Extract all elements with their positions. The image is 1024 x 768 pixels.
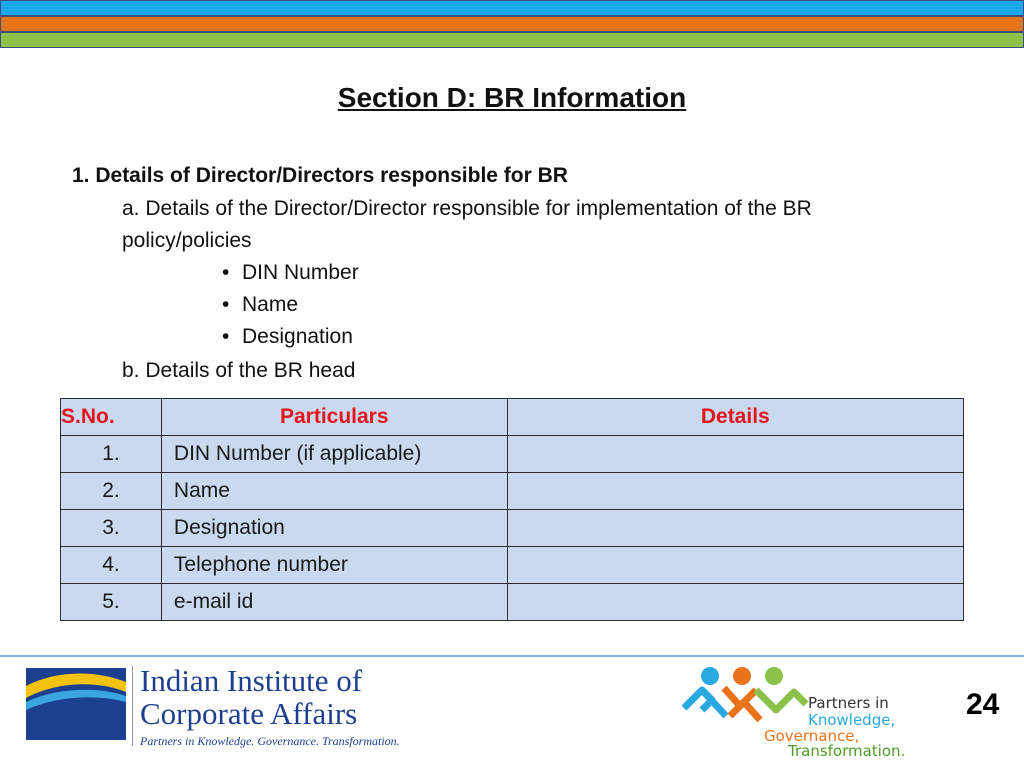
logo-divider — [132, 666, 133, 746]
cell-details — [507, 473, 963, 510]
header-sno: S.No. — [61, 399, 162, 436]
bullet-text: DIN Number — [242, 261, 359, 284]
bullet-text: Designation — [242, 325, 353, 348]
cell-particular: Designation — [161, 510, 507, 547]
partners-line3: Governance, — [764, 727, 860, 745]
bullet-item — [222, 325, 353, 349]
header-stripe-orange — [0, 16, 1024, 32]
cell-sno: 5. — [61, 584, 162, 621]
institute-name — [140, 664, 362, 730]
iica-abbr: IICA — [44, 700, 108, 733]
cell-sno: 3. — [61, 510, 162, 547]
table-header-row — [61, 399, 964, 436]
bullet-item — [222, 293, 298, 317]
bullet-glyph: • — [222, 293, 230, 316]
section-heading: 1. Details of Director/Directors responsible for BR — [72, 164, 568, 187]
footer-divider — [0, 655, 1024, 657]
bullet-glyph: • — [222, 325, 230, 348]
partners-line1: Partners in — [808, 694, 889, 712]
table-row — [61, 436, 964, 473]
institute-name-line1: Indian Institute of — [140, 663, 363, 698]
item-a-line1: a. Details of the Director/Director responsible for implementation of the BR — [122, 197, 812, 220]
partners-line4: Transformation. — [788, 742, 906, 760]
table-row — [61, 510, 964, 547]
cell-sno: 4. — [61, 547, 162, 584]
br-head-table — [60, 398, 964, 621]
header-stripe-blue — [0, 0, 1024, 16]
header-particulars: Particulars — [161, 399, 507, 436]
institute-name-line2: Corporate Affairs — [140, 696, 358, 731]
cell-particular: Telephone number — [161, 547, 507, 584]
table-row — [61, 473, 964, 510]
cell-details — [507, 510, 963, 547]
institute-tagline: Partners in Knowledge. Governance. Transformation. — [140, 734, 400, 748]
table-row — [61, 584, 964, 621]
bullet-glyph: • — [222, 261, 230, 284]
cell-sno: 1. — [61, 436, 162, 473]
cell-details — [507, 436, 963, 473]
partners-line2: Knowledge, — [808, 711, 896, 729]
cell-particular: e-mail id — [161, 584, 507, 621]
item-a-line2: policy/policies — [122, 229, 252, 252]
people-chain-icon — [680, 664, 810, 734]
cell-particular: Name — [161, 473, 507, 510]
bullet-text: Name — [242, 293, 299, 316]
cell-details — [507, 547, 963, 584]
page-number: 24 — [966, 688, 1000, 721]
iica-logo — [26, 664, 426, 754]
cell-particular: DIN Number (if applicable) — [161, 436, 507, 473]
table-row — [61, 547, 964, 584]
partners-logo — [680, 664, 940, 764]
header-details: Details — [507, 399, 963, 436]
slide-title: Section D: BR Information — [337, 82, 687, 113]
header-stripe-green — [0, 32, 1024, 48]
cell-details — [507, 584, 963, 621]
bullet-item — [222, 261, 359, 285]
item-b: b. Details of the BR head — [122, 359, 356, 382]
cell-sno: 2. — [61, 473, 162, 510]
